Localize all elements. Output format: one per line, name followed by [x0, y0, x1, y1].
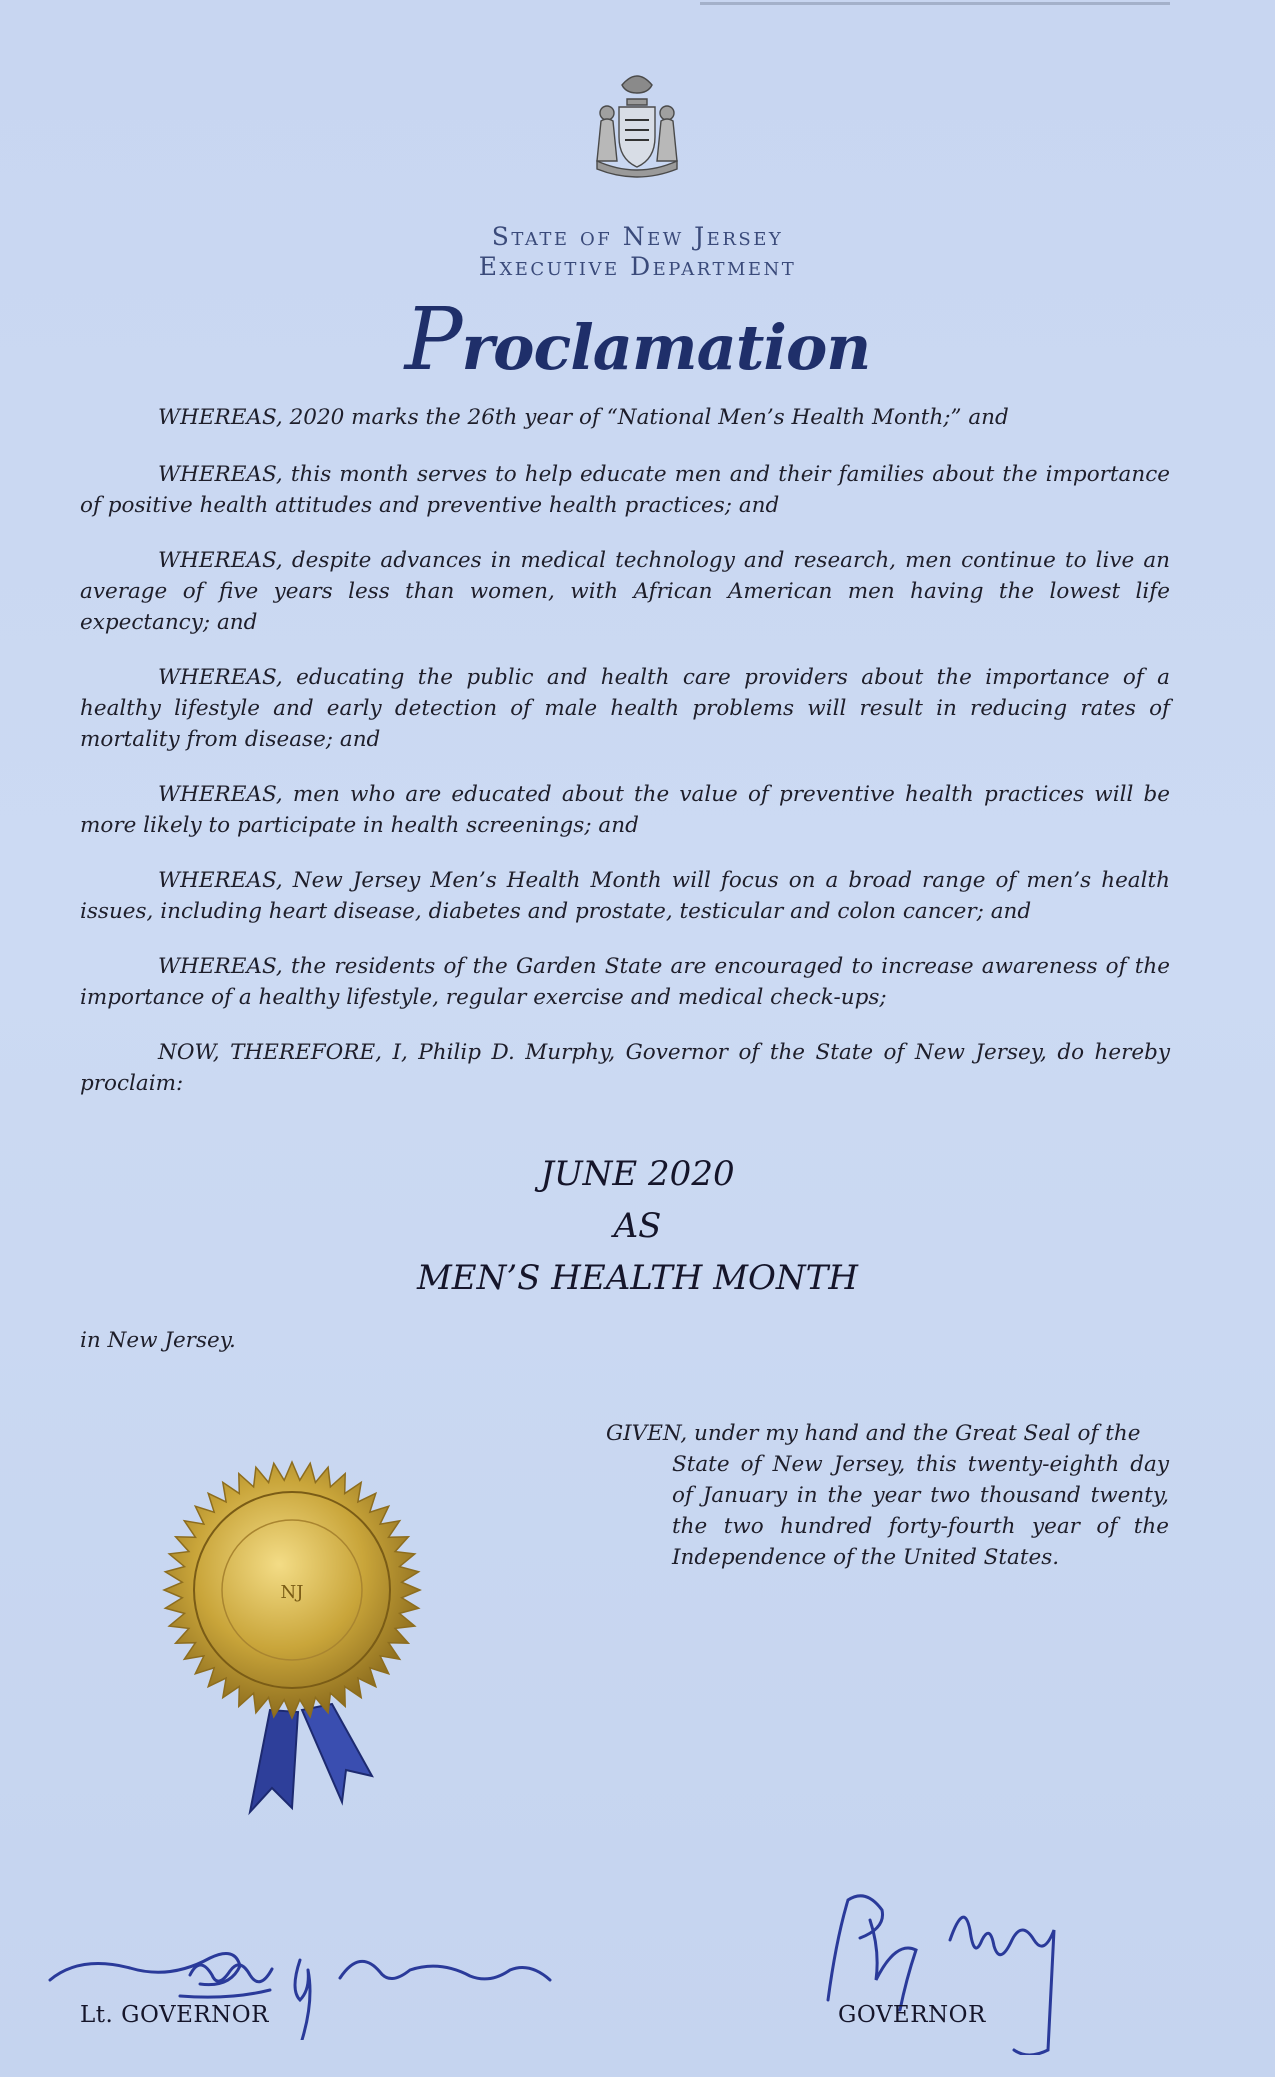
para-text: WHEREAS, this month serves to help educate men and their families about the importance of positive health attitudes and preventive health practices; and	[80, 462, 1170, 518]
title-rest: roclamation	[461, 311, 871, 384]
proclamation-title	[0, 290, 1275, 390]
whereas-paragraph-7	[80, 951, 1170, 1013]
state-crest-icon	[577, 65, 697, 185]
declaration-line-1: JUNE 2020	[540, 1154, 735, 1194]
lt-governor-label: Lt. GOVERNOR	[80, 2002, 269, 2028]
para-text: WHEREAS, the residents of the Garden State are encouraged to increase awareness of the importance of a healthy lifestyle, regular exercise and medical check-ups;	[80, 954, 1170, 1010]
given-first-line: GIVEN, under my hand and the Great Seal of the	[606, 1421, 1141, 1446]
para-text: WHEREAS, despite advances in medical technology and research, men continue to live an average of five years less than women, with African American men having the lowest life expectancy; and	[80, 548, 1170, 635]
para-text: WHEREAS, men who are educated about the value of preventive health practices will be more likely to participate in health screenings; and	[80, 782, 1170, 838]
whereas-paragraph-3	[80, 545, 1170, 638]
para-text: WHEREAS, educating the public and health care providers about the importance of a healthy lifestyle and early detection of male health problems will result in reducing rates of mortality from disease; and	[80, 665, 1170, 752]
gold-seal-icon	[142, 1440, 442, 1820]
governor-label: GOVERNOR	[838, 2002, 986, 2028]
proclamation-body	[80, 402, 1170, 1123]
top-edge-line	[700, 2, 1170, 5]
title-capital: P	[404, 290, 462, 390]
svg-text:NJ: NJ	[280, 1582, 304, 1603]
declaration-line-3: MEN’S HEALTH MONTH	[416, 1258, 859, 1298]
closing-phrase: in New Jersey.	[80, 1328, 236, 1353]
declaration-line-2: AS	[613, 1206, 662, 1246]
given-clause	[606, 1418, 1169, 1573]
now-therefore-paragraph	[80, 1037, 1170, 1099]
whereas-paragraph-4	[80, 662, 1170, 755]
governor-signature	[810, 1880, 1110, 2055]
header-department: Executive Department	[478, 252, 797, 281]
declaration	[0, 1148, 1275, 1304]
whereas-paragraph-5	[80, 779, 1170, 841]
para-text: WHEREAS, 2020 marks the 26th year of “National Men’s Health Month;” and	[158, 405, 1009, 430]
whereas-paragraph-2	[80, 459, 1170, 521]
whereas-paragraph-1	[80, 402, 1170, 433]
para-text: WHEREAS, New Jersey Men’s Health Month will focus on a broad range of men’s health issues, including heart disease, diabetes and prostate, testicular and colon cancer; and	[80, 868, 1170, 924]
header-state: State of New Jersey	[491, 222, 784, 251]
para-text: NOW, THEREFORE, I, Philip D. Murphy, Governor of the State of New Jersey, do hereby proclaim:	[80, 1040, 1170, 1096]
whereas-paragraph-6	[80, 865, 1170, 927]
given-rest: State of New Jersey, this twenty-eighth day of January in the year two thousand twenty, the two hundred forty-fourth year of the Independence of the United States.	[672, 1452, 1169, 1570]
